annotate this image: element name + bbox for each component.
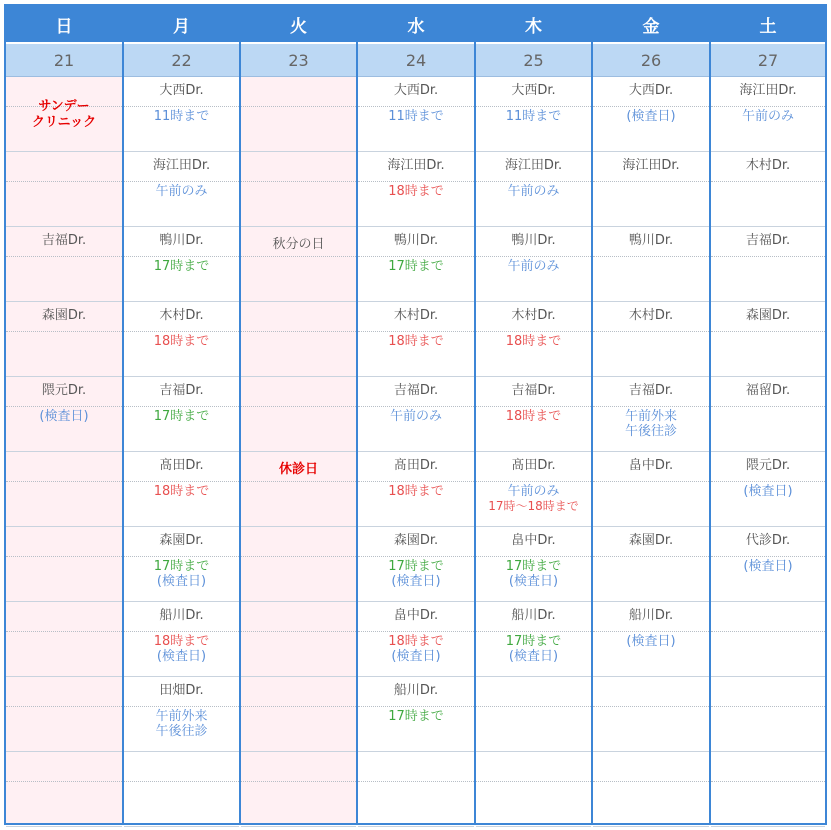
note-line: 18時まで — [153, 334, 210, 349]
schedule-slot — [241, 377, 356, 452]
sunday-clinic-label — [6, 99, 122, 131]
schedule-slot — [593, 677, 709, 752]
note-line: 18時まで — [388, 484, 444, 499]
schedule-note — [476, 559, 591, 589]
doctor-name: 木村Dr. — [159, 308, 204, 323]
note-line: (検査日) — [626, 634, 676, 649]
doctor-name: 海江田Dr. — [152, 158, 211, 173]
doctor-name: 大西Dr. — [628, 83, 674, 98]
note-line: (検査日) — [508, 574, 559, 589]
schedule-slot — [6, 152, 122, 227]
schedule-slot — [476, 527, 591, 602]
sunday-clinic-line: クリニック — [31, 115, 97, 130]
date-cell: 24 — [358, 44, 474, 77]
doctor-name: 大西Dr. — [393, 83, 439, 98]
day-body — [593, 77, 709, 823]
note-line: 18時まで — [388, 634, 444, 649]
column-divider — [591, 6, 593, 823]
doctor-name: 鴨川Dr. — [159, 233, 204, 248]
schedule-note — [124, 709, 239, 739]
schedule-slot — [6, 377, 122, 452]
doctor-name: 代診Dr. — [745, 533, 791, 548]
schedule-slot — [6, 602, 122, 677]
note-line: (検査日) — [743, 559, 793, 574]
schedule-note — [476, 259, 591, 274]
column-divider — [474, 6, 476, 823]
column-divider — [122, 6, 124, 823]
schedule-note — [124, 109, 239, 124]
note-line: 17時まで — [388, 709, 444, 724]
doctor-name: 畠中Dr. — [511, 533, 556, 548]
date-cell: 26 — [593, 44, 709, 77]
note-line: (検査日) — [508, 649, 559, 664]
doctor-name: 船川Dr. — [511, 608, 556, 623]
doctor-name: 森園Dr. — [628, 533, 674, 548]
schedule-note — [476, 184, 591, 199]
note-line: 18時まで — [153, 634, 210, 649]
schedule-slot — [593, 527, 709, 602]
schedule-note — [124, 484, 239, 499]
column-divider — [709, 6, 711, 823]
schedule-slot — [241, 77, 356, 152]
note-line: 17時まで — [505, 634, 562, 649]
doctor-name: 船川Dr. — [159, 608, 204, 623]
schedule-slot — [711, 602, 825, 677]
doctor-name: 畠中Dr. — [628, 458, 674, 473]
note-line: 18時まで — [505, 334, 562, 349]
schedule-note — [476, 334, 591, 349]
doctor-name: 髙田Dr. — [159, 458, 204, 473]
schedule-slot — [241, 527, 356, 602]
note-line: 18時まで — [388, 334, 444, 349]
doctor-name: 鴨川Dr. — [393, 233, 439, 248]
doctor-name: 畠中Dr. — [393, 608, 439, 623]
schedule-slot — [124, 302, 239, 377]
day-body — [711, 77, 825, 823]
doctor-name: 木村Dr. — [745, 158, 791, 173]
schedule-slot — [241, 602, 356, 677]
weekday-header: 水 — [358, 6, 474, 42]
note-line: 午前のみ — [507, 484, 560, 499]
schedule-note — [711, 109, 825, 124]
doctor-name: 海江田Dr. — [739, 83, 797, 98]
doctor-name: 鴨川Dr. — [628, 233, 674, 248]
schedule-slot — [124, 377, 239, 452]
schedule-slot — [593, 452, 709, 527]
doctor-name: 吉福Dr. — [159, 383, 204, 398]
schedule-slot — [476, 452, 591, 527]
doctor-name: 吉福Dr. — [511, 383, 556, 398]
date-cell: 22 — [124, 44, 239, 77]
schedule-slot — [6, 302, 122, 377]
note-line: 午前のみ — [507, 259, 560, 274]
schedule-slot — [358, 377, 474, 452]
doctor-name: 隈元Dr. — [41, 383, 87, 398]
closed-day-label: 休診日 — [278, 462, 318, 477]
note-line: 午前のみ — [389, 409, 442, 424]
doctor-name: 木村Dr. — [393, 308, 439, 323]
schedule-note — [124, 184, 239, 199]
note-line: 17時まで — [153, 259, 210, 274]
schedule-note — [711, 484, 825, 499]
schedule-slot — [124, 152, 239, 227]
schedule-slot — [593, 752, 709, 827]
schedule-slot — [711, 677, 825, 752]
weekday-header: 木 — [476, 6, 591, 42]
column-divider — [356, 6, 358, 823]
note-line: 18時まで — [388, 184, 444, 199]
note-line: 午前外来 — [155, 709, 208, 724]
schedule-note — [358, 409, 474, 424]
schedule-slot — [711, 227, 825, 302]
doctor-name: 髙田Dr. — [511, 458, 556, 473]
note-line: 午前のみ — [507, 184, 560, 199]
schedule-slot — [6, 227, 122, 302]
schedule-slot — [358, 602, 474, 677]
schedule-slot — [358, 302, 474, 377]
weekday-header: 金 — [593, 6, 709, 42]
doctor-name: 福留Dr. — [745, 383, 791, 398]
schedule-slot — [593, 377, 709, 452]
schedule-slot — [358, 77, 474, 152]
day-body — [6, 77, 122, 823]
schedule-note — [593, 109, 709, 124]
doctor-name: 田畑Dr. — [159, 683, 204, 698]
schedule-slot — [241, 677, 356, 752]
schedule-slot — [124, 227, 239, 302]
day-column-thursday — [476, 6, 591, 823]
day-body — [476, 77, 591, 823]
note-line: 17時まで — [153, 559, 210, 574]
schedule-note — [358, 634, 474, 664]
note-line: 午後往診 — [155, 724, 208, 739]
schedule-slot — [124, 602, 239, 677]
note-line: 17時まで — [505, 559, 562, 574]
schedule-note — [358, 334, 474, 349]
schedule-slot — [476, 152, 591, 227]
note-line: (検査日) — [743, 484, 793, 499]
schedule-note — [124, 409, 239, 424]
note-line: 午前のみ — [155, 184, 208, 199]
schedule-note — [476, 109, 591, 124]
doctor-name: 船川Dr. — [628, 608, 674, 623]
note-line: (検査日) — [626, 109, 676, 124]
schedule-note — [711, 559, 825, 574]
schedule-slot — [358, 452, 474, 527]
weekday-header: 月 — [124, 6, 239, 42]
day-column-friday — [593, 6, 709, 823]
doctor-name: 鴨川Dr. — [511, 233, 556, 248]
schedule-slot — [593, 302, 709, 377]
doctor-name: 大西Dr. — [159, 83, 204, 98]
schedule-note — [124, 559, 239, 589]
schedule-note — [358, 259, 474, 274]
note-line: (検査日) — [156, 649, 207, 664]
day-column-monday — [124, 6, 239, 823]
schedule-slot — [241, 752, 356, 827]
schedule-slot — [711, 452, 825, 527]
doctor-name: 森園Dr. — [159, 533, 204, 548]
doctor-name: 木村Dr. — [628, 308, 674, 323]
schedule-slot — [358, 152, 474, 227]
doctor-name: 吉福Dr. — [628, 383, 674, 398]
schedule-note — [593, 634, 709, 649]
column-divider — [239, 6, 241, 823]
schedule-slot — [358, 752, 474, 827]
doctor-name: 森園Dr. — [393, 533, 439, 548]
day-body — [241, 77, 356, 823]
schedule-slot — [476, 602, 591, 677]
schedule-slot — [711, 77, 825, 152]
schedule-note — [358, 109, 474, 124]
schedule-slot — [593, 152, 709, 227]
schedule-note — [358, 484, 474, 499]
schedule-slot — [476, 677, 591, 752]
schedule-slot — [124, 527, 239, 602]
doctor-name: 海江田Dr. — [387, 158, 445, 173]
note-line: (検査日) — [391, 649, 441, 664]
schedule-slot — [124, 452, 239, 527]
holiday-name: 秋分の日 — [272, 237, 325, 252]
day-body — [358, 77, 474, 823]
schedule-slot — [124, 752, 239, 827]
note-line: 18時まで — [505, 409, 562, 424]
note-line: 午後往診 — [624, 424, 677, 439]
note-line: 11時まで — [388, 109, 444, 124]
note-line: 11時まで — [505, 109, 562, 124]
schedule-note — [358, 559, 474, 589]
note-line: 18時まで — [153, 484, 210, 499]
schedule-slot — [124, 677, 239, 752]
day-column-sunday — [6, 6, 122, 823]
schedule-slot — [711, 752, 825, 827]
doctor-name: 大西Dr. — [511, 83, 556, 98]
schedule-slot — [6, 527, 122, 602]
schedule-note — [358, 184, 474, 199]
weekday-header: 火 — [241, 6, 356, 42]
schedule-note — [124, 334, 239, 349]
day-column-tuesday — [241, 6, 356, 823]
date-cell: 25 — [476, 44, 591, 77]
note-line: 17時～18時まで — [488, 499, 579, 513]
schedule-slot — [711, 377, 825, 452]
weekday-header: 土 — [711, 6, 825, 42]
schedule-slot — [241, 152, 356, 227]
schedule-slot — [476, 302, 591, 377]
note-line: (検査日) — [39, 409, 89, 424]
note-line: 午前のみ — [741, 109, 794, 124]
schedule-slot — [358, 527, 474, 602]
schedule-note — [124, 259, 239, 274]
schedule-slot — [6, 452, 122, 527]
schedule-slot — [358, 677, 474, 752]
schedule-slot — [124, 77, 239, 152]
day-column-wednesday — [358, 6, 474, 823]
schedule-slot — [593, 77, 709, 152]
doctor-name: 船川Dr. — [393, 683, 439, 698]
schedule-note — [593, 409, 709, 439]
doctor-name: 髙田Dr. — [393, 458, 439, 473]
doctor-name: 森園Dr. — [745, 308, 791, 323]
schedule-slot — [476, 752, 591, 827]
date-cell: 27 — [711, 44, 825, 77]
doctor-name: 吉福Dr. — [745, 233, 791, 248]
sunday-clinic-line: サンデー — [38, 99, 90, 114]
doctor-name: 吉福Dr. — [393, 383, 439, 398]
note-line: 11時まで — [153, 109, 210, 124]
weekly-schedule-table — [4, 4, 827, 825]
doctor-name: 海江田Dr. — [622, 158, 680, 173]
note-line: 17時まで — [388, 259, 444, 274]
doctor-name: 吉福Dr. — [41, 233, 87, 248]
schedule-slot — [593, 227, 709, 302]
schedule-slot — [241, 302, 356, 377]
note-line: 17時まで — [388, 559, 444, 574]
schedule-slot — [476, 377, 591, 452]
doctor-name: 木村Dr. — [511, 308, 556, 323]
schedule-slot — [711, 152, 825, 227]
schedule-slot — [593, 602, 709, 677]
weekday-header: 日 — [6, 6, 122, 42]
schedule-note — [476, 409, 591, 424]
schedule-slot — [476, 227, 591, 302]
note-line: (検査日) — [156, 574, 207, 589]
note-line: 17時まで — [153, 409, 210, 424]
schedule-slot — [711, 527, 825, 602]
schedule-slot — [6, 677, 122, 752]
schedule-slot — [358, 227, 474, 302]
doctor-name: 隈元Dr. — [745, 458, 791, 473]
schedule-slot — [476, 77, 591, 152]
schedule-note — [6, 409, 122, 424]
schedule-note — [476, 484, 591, 514]
day-column-saturday — [711, 6, 825, 823]
note-line: 午前外来 — [624, 409, 677, 424]
date-cell: 21 — [6, 44, 122, 77]
schedule-note — [358, 709, 474, 724]
schedule-note — [124, 634, 239, 664]
date-cell: 23 — [241, 44, 356, 77]
note-line: (検査日) — [391, 574, 441, 589]
schedule-note — [476, 634, 591, 664]
schedule-slot — [711, 302, 825, 377]
doctor-name: 森園Dr. — [41, 308, 87, 323]
doctor-name: 海江田Dr. — [504, 158, 563, 173]
schedule-slot — [6, 752, 122, 827]
day-body — [124, 77, 239, 823]
